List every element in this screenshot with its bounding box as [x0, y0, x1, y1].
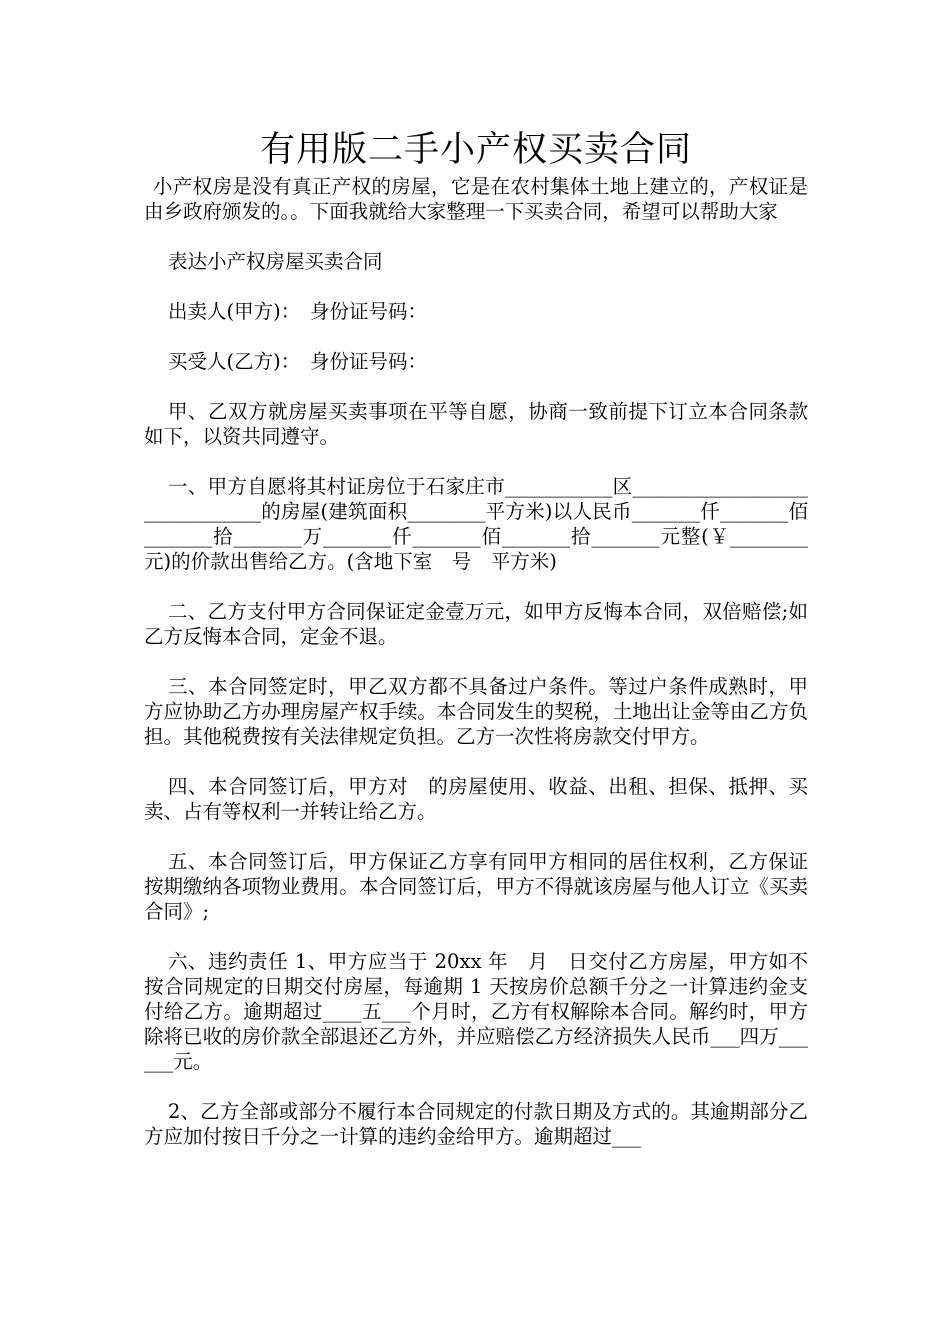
clause-3: 三、本合同签定时，甲乙双方都不具备过户条件。等过户条件成熟时，甲方应协助乙方办理房屋产权手续。本合同发生的契税，土地出让金等由乙方负担。其他税费按有关法律规定负担。乙方一次性将房款交付甲方。 — [144, 675, 808, 748]
clause-2: 二、乙方支付甲方合同保证定金壹万元，如甲方反悔本合同，双倍赔偿;如乙方反悔本合同，定金不退。 — [144, 600, 808, 648]
document-page — [144, 126, 808, 1149]
paragraph-contract-heading: 表达小产权房屋买卖合同 — [168, 250, 383, 273]
clause-6-2: 2、乙方全部或部分不履行本合同规定的付款日期及方式的。其逾期部分乙方应加付按日千分之一计算的违约金给甲方。逾期超过___ — [144, 1100, 808, 1148]
intro-paragraph: 小产权房是没有真正产权的房屋，它是在农村集体土地上建立的，产权证是由乡政府颁发的。。下面我就给大家整理一下买卖合同，希望可以帮助大家 — [144, 175, 808, 223]
clause-5: 五、本合同签订后，甲方保证乙方享有同甲方相同的居住权利，乙方保证按期缴纳各项物业费用。本合同签订后，甲方不得就该房屋与他人订立《买卖合同》; — [144, 850, 808, 923]
paragraph-preamble: 甲、乙双方就房屋买卖事项在平等自愿，协商一致前提下订立本合同条款如下，以资共同遵守。 — [144, 400, 808, 448]
paragraph-buyer: 买受人(乙方)： 身份证号码： — [168, 350, 427, 373]
clause-4: 四、本合同签订后，甲方对 的房屋使用、收益、出租、担保、抵押、买卖、占有等权利一并转让给乙方。 — [144, 775, 808, 823]
clause-1: 一、甲方自愿将其村证房位于石家庄市___________区______________________________的房屋(建筑面积________平方米)以人民币_______仟_______佰_______拾_______万_______仟_______佰_______拾_______元整(￥________ 元)的价款出售给乙方。(含地下室 号 平方米) — [144, 475, 808, 573]
document-title: 有用版二手小产权买卖合同 — [259, 130, 692, 170]
paragraph-seller: 出卖人(甲方)： 身份证号码： — [168, 300, 427, 323]
clause-6: 六、违约责任 1、甲方应当于 20xx 年 月 日交付乙方房屋，甲方如不按合同规定的日期交付房屋，每逾期 1 天按房价总额千分之一计算违约金支付给乙方。逾期超过____五___个月时，乙方有权解除本合同。解约时，甲方除将已收的房价款全部退还乙方外，并应赔偿乙方经济损失人民币___四万______元。 — [144, 950, 808, 1073]
